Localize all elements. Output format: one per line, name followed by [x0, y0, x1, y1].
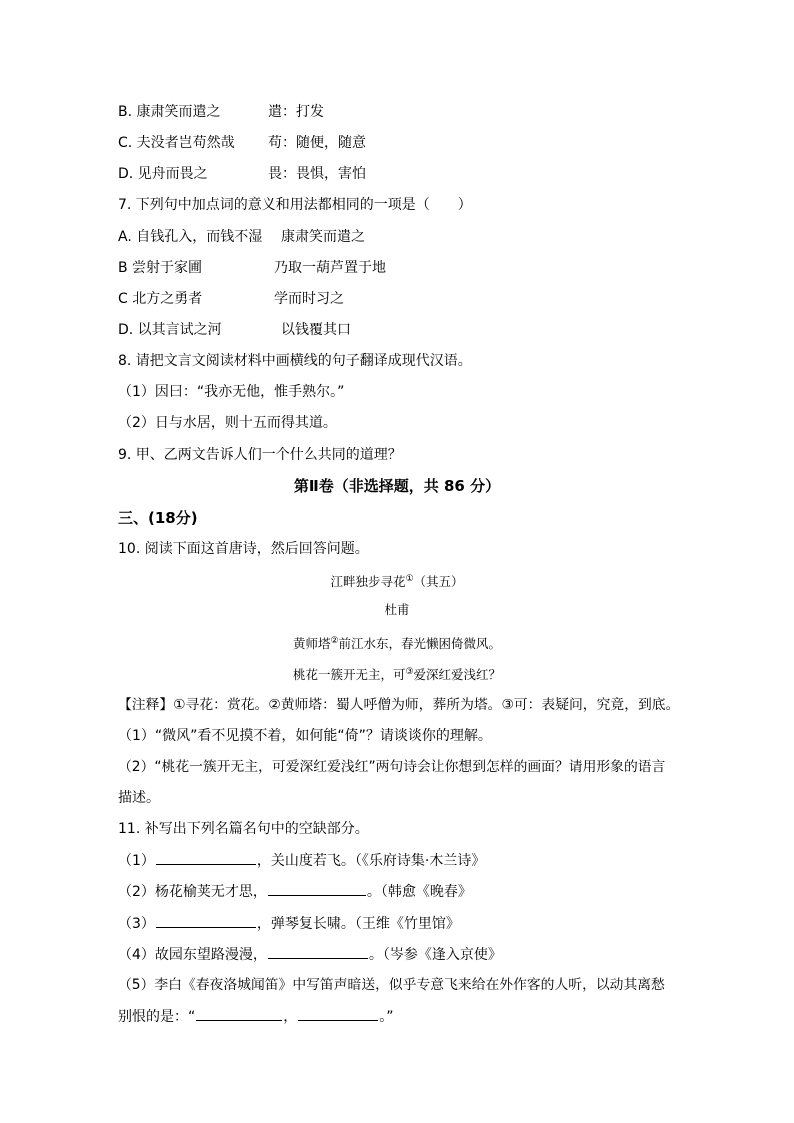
q7-option-d-left: D. 以其言试之河 [118, 322, 222, 338]
q11-item-4-blank[interactable] [268, 944, 368, 959]
poem-line-2 [0, 663, 794, 684]
q11-item-1-prefix: （1） [118, 853, 155, 869]
q6-option-d-sentence: D. 见舟而畏之 [118, 166, 208, 182]
q10-sub-2-line-2: 描述。 [118, 790, 160, 806]
poem-line-1-b: 前江水东，春光懒困倚微风。 [338, 636, 502, 652]
q11-item-5-line-2 [118, 1006, 394, 1027]
q6-option-b-gloss: 遣：打发 [268, 104, 324, 120]
q11-item-3-suffix: ，弹琴复长啸。（王维《竹里馆》 [256, 916, 460, 932]
q7-option-a-left: A. 自钱孔入，而钱不湿 [118, 229, 263, 245]
poem-line-1 [0, 632, 794, 653]
poem-author: 杜甫 [384, 602, 410, 617]
q10-sub-2-line-1: （2）“桃花一簇开无主，可爱深红爱浅红”两句诗会让你想到怎样的画面？请用形象的语言 [118, 759, 666, 775]
q7-option-b-right: 乃取一葫芦置于地 [274, 260, 386, 276]
q11-item-1 [118, 850, 485, 871]
q6-option-b [118, 102, 221, 122]
part-three-title: 三、(18分) [118, 509, 198, 527]
q11-item-5-prefix: 别恨的是：“ [118, 1009, 196, 1025]
q10-stem: 10. 阅读下面这首唐诗，然后回答问题。 [118, 541, 369, 557]
poem-line-1-a: 黄师塔 [292, 636, 331, 652]
q11-item-4-prefix: （4）故园东望路漫漫， [118, 947, 267, 963]
poem-line-2-a: 桃花一簇开无主，可 [292, 667, 406, 683]
q7-option-c-right: 学而时习之 [274, 291, 344, 307]
q11-item-2-blank[interactable] [268, 881, 366, 896]
q7-option-a-right: 康肃笑而遣之 [281, 229, 365, 245]
poem-title [0, 570, 794, 591]
section-title: 第Ⅱ卷（非选择题，共 86 分） [293, 477, 501, 495]
poem-title-suffix: （其五） [413, 574, 464, 590]
q6-option-c-gloss: 苟：随便，随意 [268, 135, 366, 151]
poem-line-1-note-mark: ② [330, 636, 339, 646]
q11-item-5-blank-2[interactable] [298, 1006, 378, 1021]
q11-item-4 [118, 944, 502, 965]
q7-option-b-left: B 尝射于家圃 [118, 260, 203, 276]
q11-item-2 [118, 881, 472, 902]
q11-item-3 [118, 913, 460, 934]
poem-line-2-note-mark: ③ [405, 667, 414, 677]
poem-title-note-mark: ① [405, 574, 414, 584]
q8-stem: 8. 请把文言文阅读材料中画横线的句子翻译成现代汉语。 [118, 353, 472, 369]
poem-line-2-b: 爱深红爱浅红？ [413, 667, 502, 683]
q6-option-c-sentence: C. 夫没者岂苟然哉 [118, 135, 235, 151]
q7-stem: 7. 下列句中加点词的意义和用法都相同的一项是（ ） [118, 197, 472, 213]
q11-item-5-suffix: 。” [379, 1009, 394, 1025]
q8-sentence-1: （1）因曰：“我亦无他，惟手熟尔。” [118, 384, 345, 400]
q11-item-5-blank-1[interactable] [196, 1006, 282, 1021]
q11-item-5-line-1: （5）李白《春夜洛城闻笛》中写笛声暗送，似乎专意飞来给在外作客的人听，以动其离愁 [118, 977, 665, 993]
poem-title-text: 江畔独步寻花 [330, 574, 406, 590]
q11-item-3-blank[interactable] [156, 913, 256, 928]
q10-notes: 【注释】①寻花：赏花。②黄师塔：蜀人呼僧为师，葬所为塔。③可：表疑问，究竟，到底。 [118, 697, 680, 713]
q8-sentence-2: （2）日与水居，则十五而得其道。 [118, 415, 337, 431]
q11-item-2-suffix: 。（韩愈《晚春》 [366, 884, 472, 900]
q11-item-4-suffix: 。（岑参《逢入京使》 [368, 947, 502, 963]
q6-option-d-gloss: 畏：畏惧，害怕 [268, 166, 366, 182]
q11-item-2-prefix: （2）杨花榆荚无才思， [118, 884, 267, 900]
q11-item-5-separator: ， [283, 1009, 298, 1025]
q6-option-b-sentence: B. 康肃笑而遣之 [118, 104, 221, 120]
q11-item-1-suffix: ，关山度若飞。（《乐府诗集·木兰诗》 [256, 853, 486, 869]
q11-item-3-prefix: （3） [118, 916, 155, 932]
q7-option-c-left: C 北方之勇者 [118, 291, 203, 307]
q7-option-d-right: 以钱覆其口 [281, 322, 351, 338]
q9-stem: 9. 甲、乙两文告诉人们一个什么共同的道理？ [118, 447, 402, 463]
q10-sub-1: （1）“微风”看不见摸不着，如何能“倚”？请谈谈你的理解。 [118, 728, 492, 744]
q11-item-1-blank[interactable] [156, 850, 256, 865]
q11-stem: 11. 补写出下列名篇名句中的空缺部分。 [118, 821, 369, 837]
